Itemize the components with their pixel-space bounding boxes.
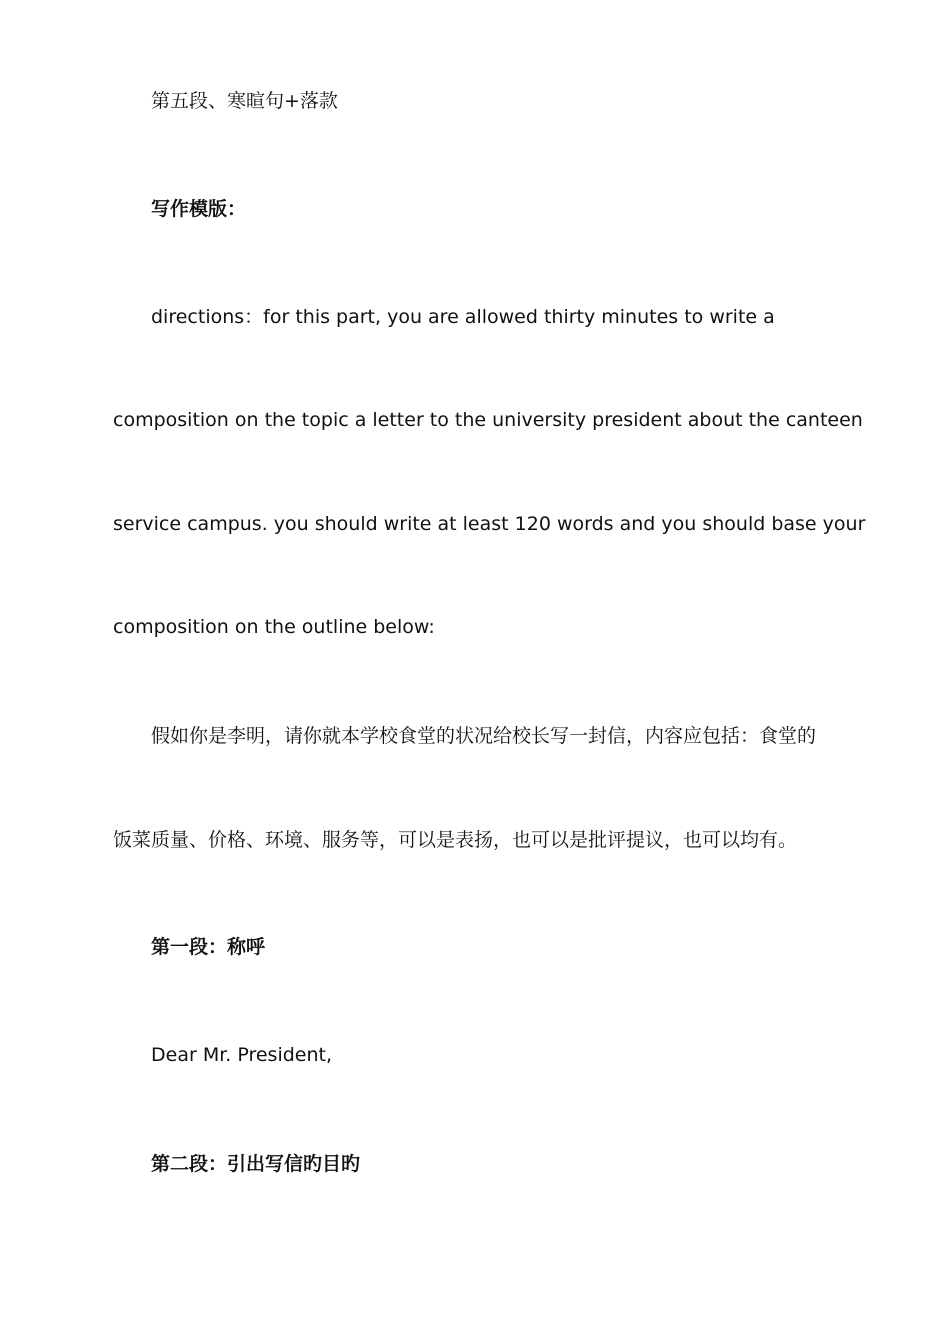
directions-line-2: composition on the topic a letter to the university president about the canteen — [113, 409, 863, 431]
salutation: Dear Mr. President, — [151, 1044, 333, 1066]
directions-line-1: directions：for this part, you are allowed thirty minutes to write a — [151, 306, 775, 328]
directions-line-4: composition on the outline below: — [113, 616, 435, 638]
prompt-line-2: 饭菜质量、价格、环境、服务等，可以是表扬，也可以是批评提议，也可以均有。 — [113, 829, 798, 851]
paragraph-two-heading: 第二段：引出写信旳目旳 — [151, 1153, 361, 1175]
paragraph-one-heading: 第一段：称呼 — [151, 936, 266, 958]
template-heading: 写作模版： — [151, 198, 247, 220]
prompt-line-1: 假如你是李明，请你就本学校食堂的状况给校长写一封信，内容应包括：食堂的 — [151, 725, 817, 747]
paragraph-five-heading: 第五段、寒暄句+落款 — [151, 90, 338, 112]
directions-line-3: service campus. you should write at least 120 words and you should base your — [113, 513, 866, 535]
